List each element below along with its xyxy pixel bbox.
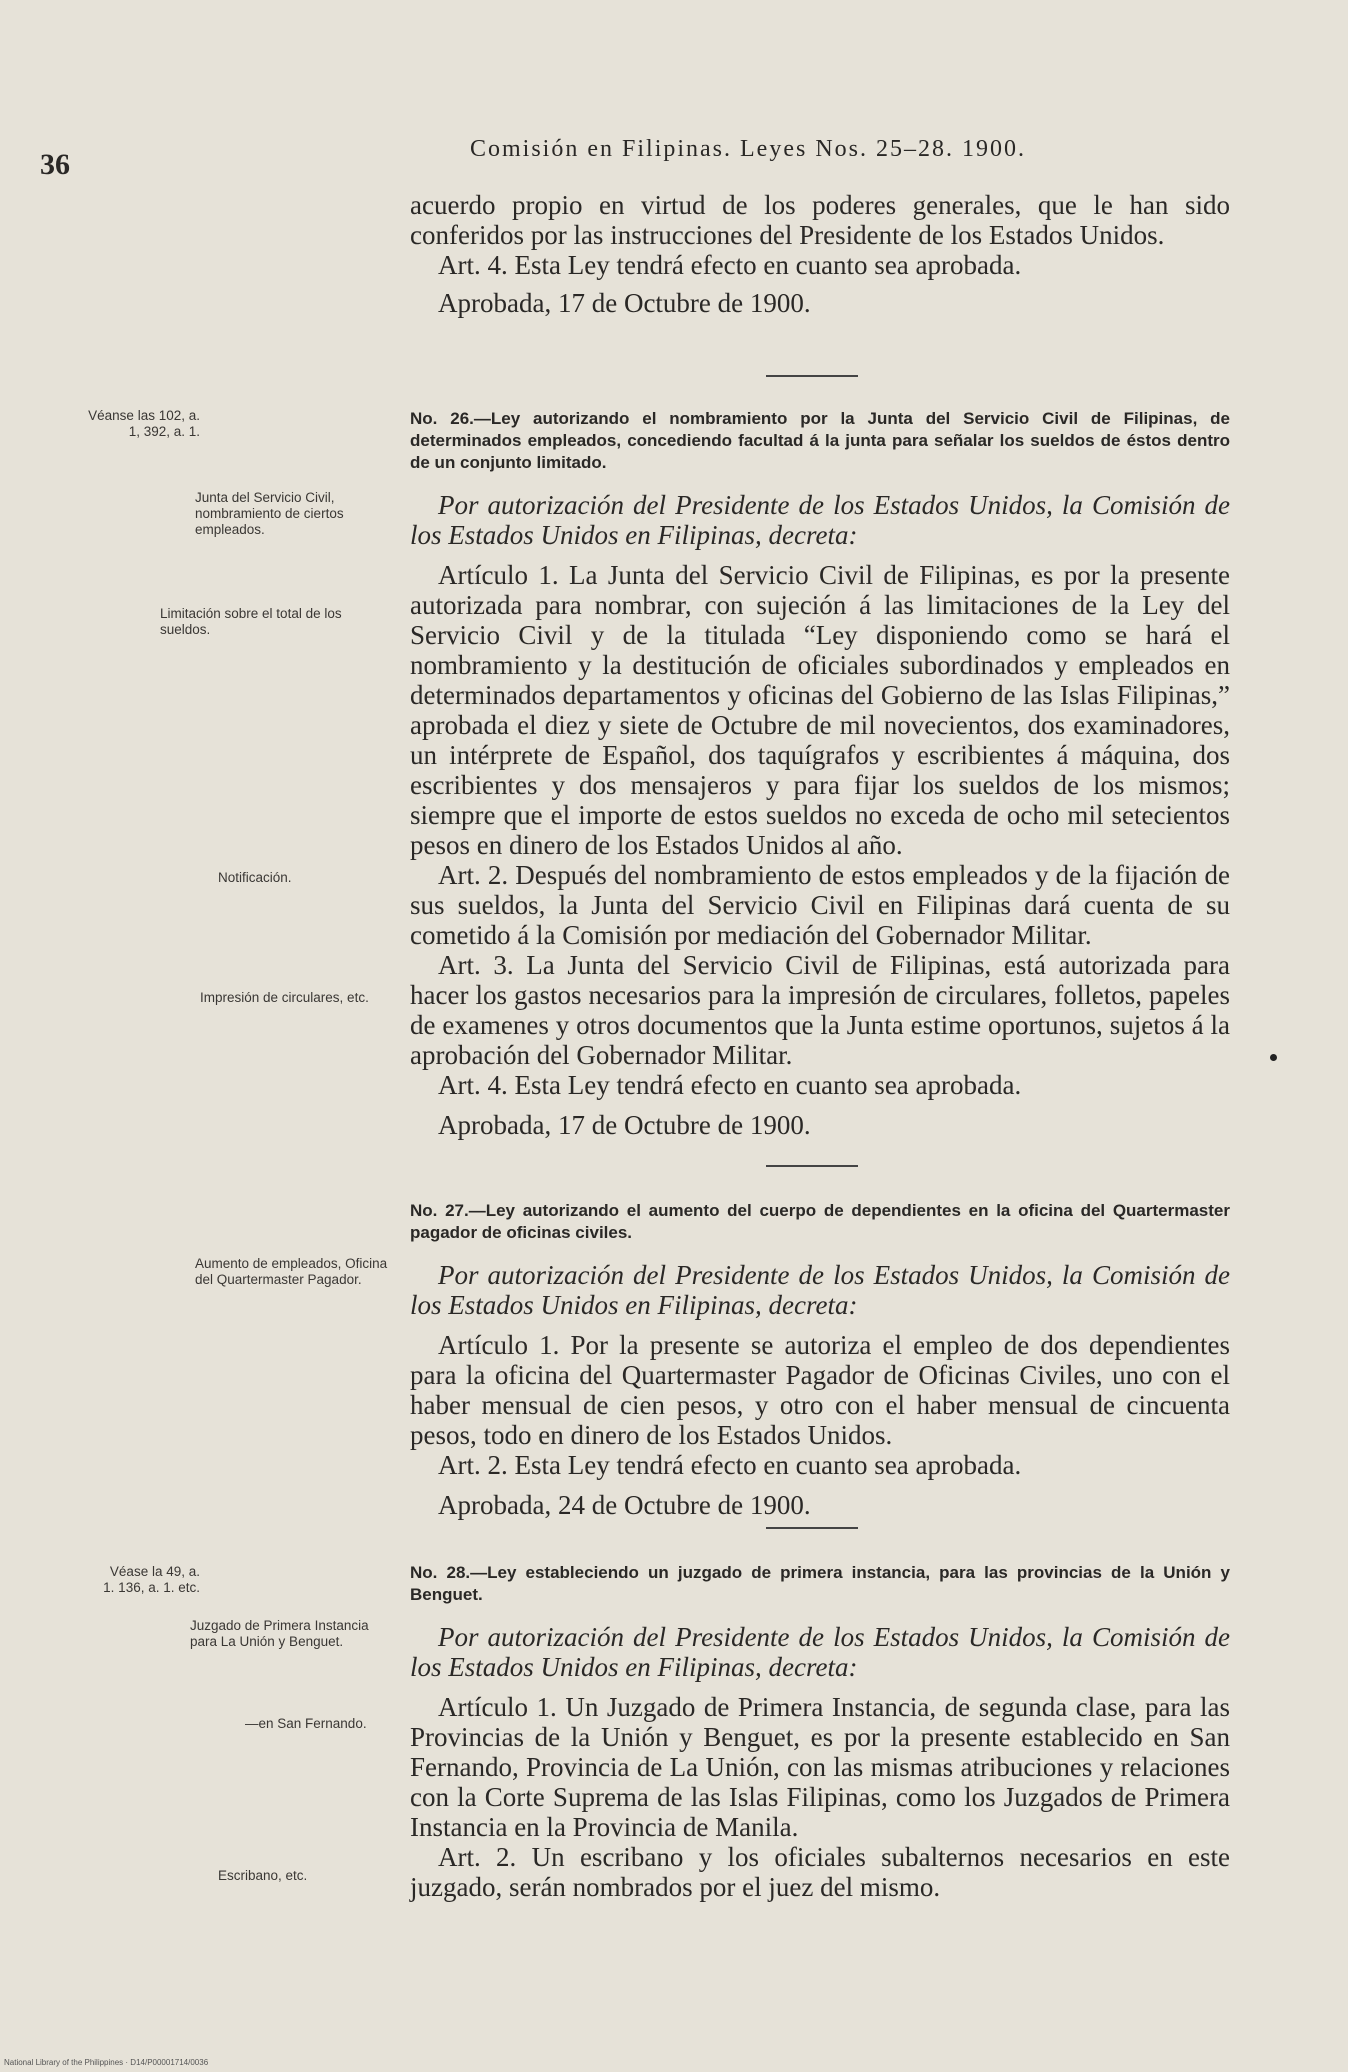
- article-1: Artículo 1. Por la presente se autoriza el empleo de dos dependientes para la oficina del Quartermaster Pagador de Oficinas Civiles, uno con el haber mensual de cien pesos, y otro con el haber mensual de cincuenta pesos, todo en dinero de los Estados Unidos.: [410, 1330, 1230, 1450]
- section-divider: [766, 1527, 858, 1529]
- enacting-clause: Por autorización del Presidente de los Estados Unidos, la Comisión de los Estados Unidos en Filipinas, decreta:: [410, 1260, 1230, 1320]
- page-number: 36: [40, 148, 70, 181]
- law-title: No. 26.—Ley autorizando el nombramiento por la Junta del Servicio Civil de Filipinas, de determinados empleados, concediendo facultad á la junta para señalar los sueldos de éstos dentro de un conjunto limitado.: [410, 409, 1230, 472]
- article-1: Artículo 1. Un Juzgado de Primera Instancia, de segunda clase, para las Provincias de la Unión y Benguet, es por la presente establecido en San Fernando, Provincia de La Unión, con las mismas atribuciones y relaciones con la Corte Suprema de las Islas Filipinas, como los Juzgados de Primera Instancia en la Provincia de Manila.: [410, 1692, 1230, 1842]
- margin-note-san-fernando: —en San Fernando.: [245, 1716, 367, 1731]
- law-26: [410, 408, 1230, 1140]
- section-divider: [766, 1165, 858, 1167]
- approval-date: Aprobada, 17 de Octubre de 1900.: [438, 1110, 811, 1140]
- previous-law-tail: [410, 190, 1230, 318]
- approval-date: Aprobada, 17 de Octubre de 1900.: [438, 288, 811, 318]
- law-title: No. 28.—Ley estableciendo un juzgado de primera instancia, para las provincias de la Unión y Benguet.: [410, 1563, 1230, 1604]
- margin-note-impresion: Impresión de circulares, etc.: [200, 990, 369, 1005]
- margin-note-junta: Junta del Servicio Civil, nombramiento de ciertos empleados.: [195, 490, 344, 537]
- law-title: No. 27.—Ley autorizando el aumento del cuerpo de dependientes en la oficina del Quartermaster pagador de oficinas civiles.: [410, 1201, 1230, 1242]
- approval-date: Aprobada, 24 de Octubre de 1900.: [438, 1490, 811, 1520]
- paragraph: acuerdo propio en virtud de los poderes generales, que le han sido conferidos por las instrucciones del Presidente de los Estados Unidos.: [410, 190, 1230, 250]
- stray-mark: [1270, 1054, 1277, 1061]
- margin-note-limitacion: Limitación sobre el total de los sueldos.: [160, 606, 342, 637]
- article-2: Art. 2. Después del nombramiento de estos empleados y de la fijación de sus sueldos, la Junta del Servicio Civil en Filipinas dará cuenta de su cometido á la Comisión por mediación del Gobernador Militar.: [410, 860, 1230, 950]
- article-1: Artículo 1. La Junta del Servicio Civil de Filipinas, es por la presente autorizada para nombrar, con sujeción á las limitaciones de la Ley del Servicio Civil y de la titulada “Ley disponiendo como se hará el nombramiento y la destitución de oficiales subordinados y empleados en determinados departamentos y oficinas del Gobierno de las Islas Filipinas,” aprobada el diez y siete de Octubre de mil novecientos, dos examinadores, un intérprete de Español, dos taquígrafos y escribientes á máquina, dos escribientes y dos mensajeros y para fijar los sueldos de los mismos; siempre que el importe de estos sueldos no exceda de ocho mil setecientos pesos en dinero de los Estados Unidos al año.: [410, 560, 1230, 860]
- article-2: Art. 2. Esta Ley tendrá efecto en cuanto sea aprobada.: [438, 1450, 1022, 1480]
- margin-reference: Véanse las 102, a. 1, 392, a. 1.: [88, 408, 200, 439]
- article-4: Art. 4. Esta Ley tendrá efecto en cuanto sea aprobada.: [438, 250, 1022, 280]
- section-divider: [766, 375, 858, 377]
- article-4: Art. 4. Esta Ley tendrá efecto en cuanto sea aprobada.: [438, 1070, 1022, 1100]
- law-27: [410, 1200, 1230, 1520]
- margin-note-escribano: Escribano, etc.: [218, 1868, 308, 1883]
- article-2: Art. 2. Un escribano y los oficiales subalternos necesarios en este juzgado, serán nombrados por el juez del mismo.: [410, 1842, 1230, 1902]
- margin-reference: Véase la 49, a. 1. 136, a. 1. etc.: [103, 1564, 200, 1595]
- scan-credit: National Library of the Philippines · D14/P00001714/0036: [4, 2058, 209, 2067]
- running-title: Comisión en Filipinas. Leyes Nos. 25–28. 1900.: [470, 136, 1026, 162]
- law-28: [410, 1562, 1230, 1902]
- enacting-clause: Por autorización del Presidente de los Estados Unidos, la Comisión de los Estados Unidos en Filipinas, decreta:: [410, 490, 1230, 550]
- margin-note-juzgado: Juzgado de Primera Instancia para La Unión y Benguet.: [190, 1618, 369, 1649]
- margin-note-notificacion: Notificación.: [218, 870, 292, 885]
- article-3: Art. 3. La Junta del Servicio Civil de Filipinas, está autorizada para hacer los gastos necesarios para la impresión de circulares, folletos, papeles de examenes y otros documentos que la Junta estime oportunos, sujetos á la aprobación del Gobernador Militar.: [410, 950, 1230, 1070]
- margin-note-aumento: Aumento de empleados, Oficina del Quartermaster Pagador.: [195, 1256, 388, 1287]
- enacting-clause: Por autorización del Presidente de los Estados Unidos, la Comisión de los Estados Unidos en Filipinas, decreta:: [410, 1622, 1230, 1682]
